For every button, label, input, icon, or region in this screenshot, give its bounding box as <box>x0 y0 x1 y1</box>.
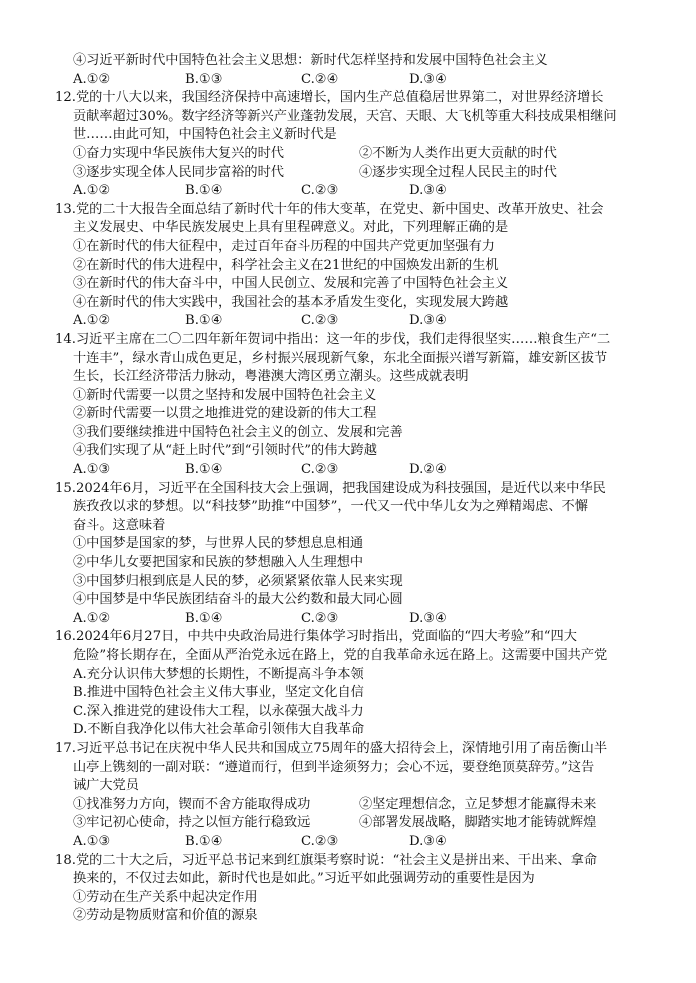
q16-choice-b: B.推进中国特色社会主义伟大事业，坚定文化自信 <box>73 685 364 701</box>
q12-options <box>55 182 655 201</box>
exam-page <box>55 52 655 926</box>
q15-item-3: ③中国梦归根到底是人民的梦，必须紧紧依靠人民来实现 <box>73 573 403 589</box>
q14-stem-line-2: 十连丰”，绿水青山成色更足，乡村振兴展现新气象，东北全面振兴谱写新篇，雄安新区拔节 <box>73 350 608 366</box>
q15-stem-line-2: 族孜孜以求的梦想。以“科技梦”助推“中国梦”，一代又一代中华儿女为之殚精竭虑、不懈 <box>73 499 588 515</box>
q14-options <box>55 461 655 480</box>
q15-option-d: D.③④ <box>409 610 447 626</box>
q18-item-1: ①劳动在生产关系中起决定作用 <box>73 889 258 905</box>
q17-items-row-2 <box>55 814 655 833</box>
q14-item-3: ③我们要继续推进中国特色社会主义的创立、发展和完善 <box>73 424 403 440</box>
question-17 <box>55 740 655 852</box>
q13-item-1: ①在新时代的伟大征程中，走过百年奋斗历程的中国共产党更加坚强有力 <box>73 238 495 254</box>
q18-stem-line-2: 换来的，不仅过去如此，新时代也是如此。”习近平如此强调劳动的重要性是因为 <box>73 871 535 887</box>
q17-option-a: A.①③ <box>73 833 111 849</box>
q12-stem-line-3: 世……由此可知，中国特色社会主义新时代是 <box>73 127 337 143</box>
q12-item-4: ④逐步实现全过程人民民主的时代 <box>359 164 557 180</box>
q13-stem-line-1: 13.党的二十大报告全面总结了新时代十年的伟大变革，在党史、新中国史、改革开放史、社会 <box>55 201 604 217</box>
q16-choice-c: C.深入推进党的建设伟大工程，以永葆强大战斗力 <box>73 703 364 719</box>
q17-items-row-1 <box>55 796 655 815</box>
question-14 <box>55 331 655 480</box>
q17-item-4: ④部署发展战略，脚踏实地才能铸就辉煌 <box>359 815 597 831</box>
q12-stem-line-1: 12.党的十八大以来，我国经济保持中高速增长，国内生产总值稳居世界第二，对世界经济增长 <box>55 90 604 106</box>
q16-choice-a: A.充分认识伟大梦想的长期性，不断提高斗争本领 <box>73 666 364 682</box>
q12-option-d: D.③④ <box>409 183 447 199</box>
q13-option-d: D.③④ <box>409 313 447 329</box>
q14-stem-line-3: 生长，长江经济带活力脉动，粤港澳大湾区勇立潮头。这些成就表明 <box>73 369 469 385</box>
q11-options <box>55 71 655 90</box>
q17-option-d: D.③④ <box>409 833 447 849</box>
q12-stem-line-2: 贡献率超过30%。数字经济等新兴产业蓬勃发展，天宫、天眼、大飞机等重大科技成果相继问 <box>73 108 617 124</box>
q17-option-b: B.①④ <box>185 833 223 849</box>
q17-item-1: ①找准努力方向，锲而不舍方能取得成功 <box>73 796 311 812</box>
q15-option-a: A.①② <box>73 610 111 626</box>
q15-item-1: ①中国梦是国家的梦，与世界人民的梦想息息相通 <box>73 536 364 552</box>
question-13 <box>55 201 655 331</box>
q12-item-2: ②不断为人类作出更大贡献的时代 <box>359 145 557 161</box>
q18-stem-line-1: 18.党的二十大之后，习近平总书记来到红旗渠考察时说：“社会主义是拼出来、干出来、拿命 <box>55 852 598 868</box>
q17-stem-line-1: 17.习近平总书记在庆祝中华人民共和国成立75周年的盛大招待会上，深情地引用了南岳衡山半 <box>55 740 608 756</box>
q12-option-b: B.①④ <box>185 183 223 199</box>
q13-item-3: ③在新时代的伟大奋斗中，中国人民创立、发展和完善了中国特色社会主义 <box>73 276 509 292</box>
question-18 <box>55 852 655 926</box>
q13-option-c: C.②③ <box>301 313 339 329</box>
q17-options <box>55 833 655 852</box>
q14-stem-line-1: 14.习近平主席在二〇二四年新年贺词中指出：这一年的步伐，我们走得很坚实……粮食生产“二 <box>55 331 611 347</box>
q14-item-2: ②新时代需要一以贯之地推进党的建设新的伟大工程 <box>73 406 377 422</box>
q17-item-3: ③牢记初心使命，持之以恒方能行稳致远 <box>73 815 311 831</box>
q15-item-2: ②中华儿女要把国家和民族的梦想融入人生理想中 <box>73 555 364 571</box>
q11-option-a: A.①② <box>73 71 111 87</box>
q16-stem-line-1: 16.2024年6月27日，中共中央政治局进行集体学习时指出，党面临的“四大考验”和“四大 <box>55 629 577 645</box>
q15-option-b: B.①④ <box>185 610 223 626</box>
q13-stem-line-2: 主义发展史、中华民族发展史上具有里程碑意义。对此，下列理解正确的是 <box>73 220 509 236</box>
q12-option-c: C.②③ <box>301 183 339 199</box>
q18-item-2: ②劳动是物质财富和价值的源泉 <box>73 908 258 924</box>
q14-option-d: D.②④ <box>409 462 447 478</box>
q17-stem-line-3: 诫广大党员 <box>73 778 139 794</box>
q15-item-4: ④中国梦是中华民族团结奋斗的最大公约数和最大同心圆 <box>73 592 403 608</box>
q15-stem-line-1: 15.2024年6月，习近平在全国科技大会上强调，把我国建设成为科技强国，是近代以来中华民 <box>55 480 606 496</box>
q12-items-row-2 <box>55 164 655 183</box>
question-16 <box>55 628 655 740</box>
q11-option-b: B.①③ <box>185 71 223 87</box>
question-15 <box>55 480 655 629</box>
q11-option-c: C.②④ <box>301 71 339 87</box>
q13-item-4: ④在新时代的伟大实践中，我国社会的基本矛盾发生变化，实现发展大跨越 <box>73 294 509 310</box>
q12-option-a: A.①② <box>73 183 111 199</box>
question-11-tail <box>55 52 655 89</box>
q13-option-b: B.①④ <box>185 313 223 329</box>
q15-option-c: C.②③ <box>301 610 339 626</box>
q16-stem-line-2: 危险”将长期存在，全面从严治党永远在路上，党的自我革命永远在路上。这需要中国共产党 <box>73 648 608 663</box>
q13-option-a: A.①② <box>73 313 111 329</box>
q11-item-4: ④习近平新时代中国特色社会主义思想：新时代怎样坚持和发展中国特色社会主义 <box>73 53 548 68</box>
q17-item-2: ②坚定理想信念，立足梦想才能赢得未来 <box>359 796 597 812</box>
q14-option-b: B.①④ <box>185 462 223 478</box>
q17-stem-line-2: 山亭上镌刻的一副对联：“遵道而行，但到半途须努力；会心不远，要登绝顶莫辞劳。”这告 <box>73 759 595 775</box>
q13-options <box>55 312 655 331</box>
q15-stem-line-3: 奋斗。这意味着 <box>73 517 166 533</box>
q17-option-c: C.②③ <box>301 833 339 849</box>
q15-options <box>55 610 655 629</box>
q12-item-3: ③逐步实现全体人民同步富裕的时代 <box>73 164 284 180</box>
q14-option-c: C.②③ <box>301 462 339 478</box>
q14-option-a: A.①③ <box>73 462 111 478</box>
q12-items-row-1 <box>55 145 655 164</box>
q11-option-d: D.③④ <box>409 71 447 87</box>
q12-item-1: ①奋力实现中华民族伟大复兴的时代 <box>73 145 284 161</box>
q14-item-4: ④我们实现了从“赶上时代”到“引领时代”的伟大跨越 <box>73 443 377 459</box>
q13-item-2: ②在新时代的伟大进程中，科学社会主义在21世纪的中国焕发出新的生机 <box>73 257 499 273</box>
q14-item-1: ①新时代需要一以贯之坚持和发展中国特色社会主义 <box>73 387 377 403</box>
q16-choice-d: D.不断自我净化以伟大社会革命引领伟大自我革命 <box>73 722 365 738</box>
question-12 <box>55 89 655 201</box>
